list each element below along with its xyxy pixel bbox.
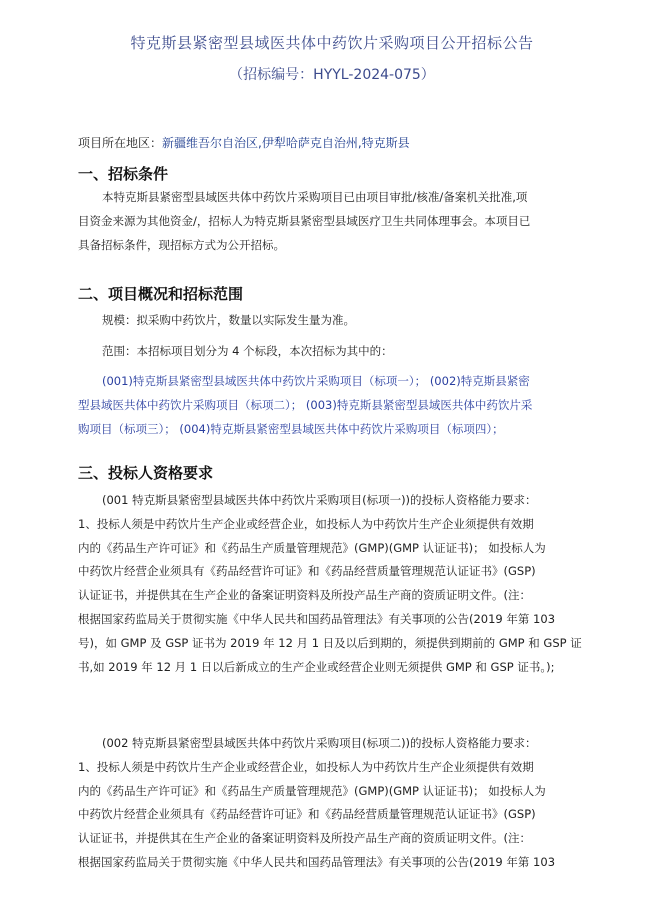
requirement-line: 书,如 2019 年 12 月 1 日以后新成立的生产企业或经营企业则无须提供 GMP 和 GSP 证书。); xyxy=(78,659,555,674)
requirement-line: 根据国家药监局关于贯彻实施《中华人民共和国药品管理法》有关事项的公告(2019 年第 103 xyxy=(78,854,556,869)
paragraph-line: 目资金来源为其他资金/，招标人为特克斯县紧密型县域医疗卫生共同体理事会。本项目已 xyxy=(78,213,531,228)
requirement-line: 1、投标人须是中药饮片生产企业或经营企业，如投标人为中药饮片生产企业须提供有效期 xyxy=(78,759,534,774)
requirement-line: 中药饮片经营企业须具有《药品经营许可证》和《药品经营质量管理规范认证证书》(GSP) xyxy=(78,564,536,579)
requirement-line: 认证证书，并提供其在生产企业的备案证明资料及所投产品生产商的资质证明文件。(注： xyxy=(78,588,531,603)
section-2-body xyxy=(78,309,608,364)
section-3-heading: 三、投标人资格要求 xyxy=(78,464,214,482)
section-1-body xyxy=(78,186,608,257)
requirement-line: 认证证书，并提供其在生产企业的备案证明资料及所投产品生产商的资质证明文件。(注： xyxy=(78,831,531,846)
requirement-line: 内的《药品生产许可证》和《药品生产质量管理规范》(GMP)(GMP 认证证书)； 如投标人为 xyxy=(78,783,546,798)
lots-line: 型县域医共体中药饮片采购项目（标项二）； (003)特克斯县紧密型县域医共体中药饮片采 xyxy=(78,397,533,412)
paragraph-line: 具备招标条件，现招标方式为公开招标。 xyxy=(78,237,285,252)
requirement-line: (001 特克斯县紧密型县域医共体中药饮片采购项目(标项一))的投标人资格能力要求： xyxy=(102,493,537,507)
location-value: 新疆维吾尔自治区,伊犁哈萨克自治州,特克斯县 xyxy=(162,136,410,150)
requirement-line: 号)，如 GMP 及 GSP 证书为 2019 年 12 月 1 日及以后到期的，须提供到期前的 GMP 和 GSP 证 xyxy=(78,635,582,650)
requirement-line: 1、投标人须是中药饮片生产企业或经营企业，如投标人为中药饮片生产企业须提供有效期 xyxy=(78,516,534,531)
scale-text: 规模：拟采购中药饮片，数量以实际发生量为准。 xyxy=(102,313,355,327)
requirement-line: 内的《药品生产许可证》和《药品生产质量管理规范》(GMP)(GMP 认证证书)； 如投标人为 xyxy=(78,540,546,555)
location-label: 项目所在地区： xyxy=(78,136,163,150)
lots-line: (001)特克斯县紧密型县域医共体中药饮片采购项目（标项一）； (002)特克斯县紧密 xyxy=(102,374,530,388)
project-location xyxy=(78,134,410,151)
requirement-line: (002 特克斯县紧密型县域医共体中药饮片采购项目(标项二))的投标人资格能力要求： xyxy=(102,736,537,750)
requirement-line: 中药饮片经营企业须具有《药品经营许可证》和《药品经营质量管理规范认证证书》(GSP) xyxy=(78,807,536,822)
section-2-heading: 二、项目概况和招标范围 xyxy=(78,285,244,303)
page-title: 特克斯县紧密型县域医共体中药饮片采购项目公开招标公告 xyxy=(130,34,534,52)
lots-line: 购项目（标项三）； (004)特克斯县紧密型县域医共体中药饮片采购项目（标项四）； xyxy=(78,421,504,436)
scope-text: 范围：本招标项目划分为 4 个标段，本次招标为其中的： xyxy=(102,343,393,358)
lot-2-requirements xyxy=(78,732,608,875)
paragraph-line: 本特克斯县紧密型县域医共体中药饮片采购项目已由项目审批/核准/备案机关批准,项 xyxy=(102,190,528,204)
requirement-line: 根据国家药监局关于贯彻实施《中华人民共和国药品管理法》有关事项的公告(2019 年第 103 xyxy=(78,611,556,626)
lots-list xyxy=(78,370,608,441)
section-1-heading: 一、招标条件 xyxy=(78,165,169,183)
lot-1-requirements xyxy=(78,489,608,679)
tender-number: （招标编号：HYYL-2024-075） xyxy=(229,67,435,83)
